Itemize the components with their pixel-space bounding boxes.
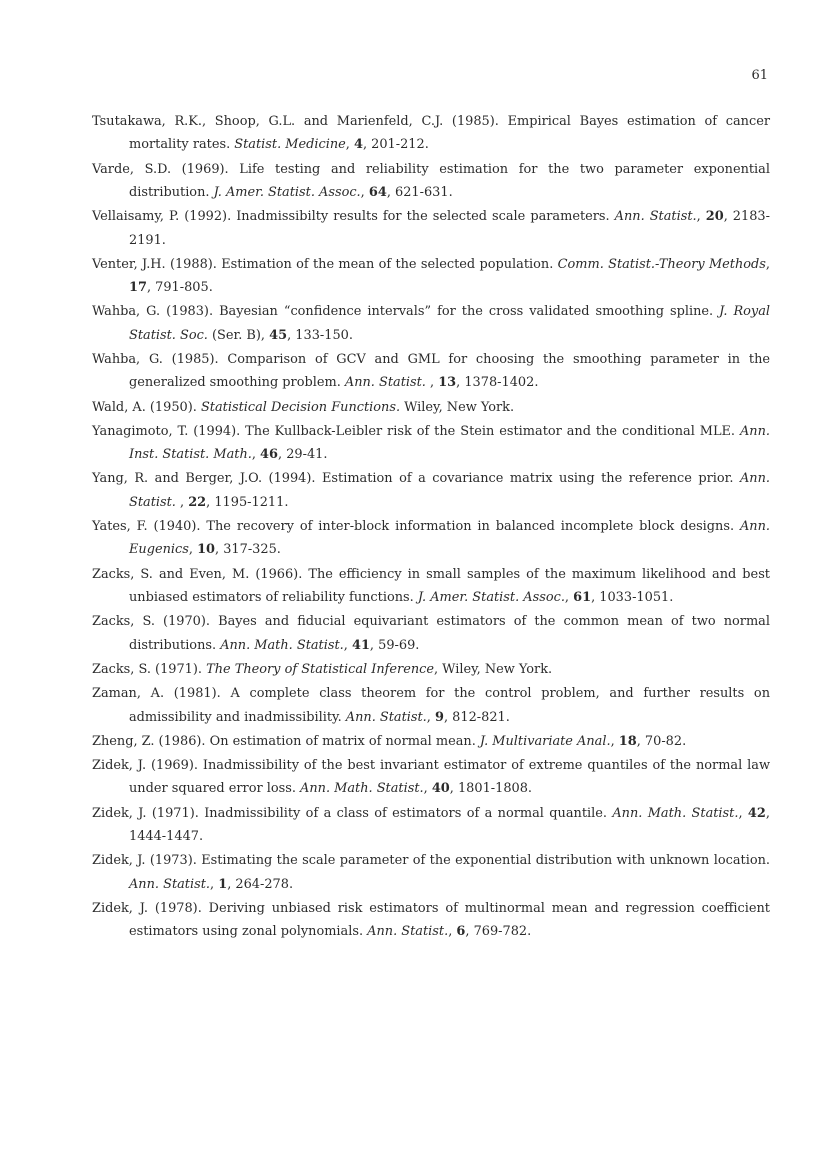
volume-number: 40: [431, 781, 450, 797]
reference-entry: [92, 563, 770, 610]
volume-number: 13: [438, 375, 457, 391]
reference-list: [92, 110, 770, 944]
reference-text: ,: [448, 924, 457, 940]
publisher: , Wiley, New York.: [433, 661, 553, 677]
reference-text: ,: [360, 185, 369, 201]
volume-number: 18: [618, 733, 637, 749]
page-range: , 317-325.: [215, 542, 281, 558]
journal-title: Ann. Statist.: [345, 709, 427, 725]
journal-title: Ann. Statist.: [344, 375, 426, 391]
publisher: Wiley, New York.: [400, 399, 515, 415]
reference-text: ,: [426, 709, 435, 725]
page-range: , 2183-2191.: [129, 209, 770, 248]
page-range: , 1195-1211.: [206, 494, 289, 510]
reference-entry: [92, 754, 770, 801]
reference-entry: [92, 205, 770, 252]
journal-title: J. Amer. Statist. Assoc.: [213, 185, 361, 201]
journal-title: Statist. Medicine: [234, 137, 346, 153]
reference-entry: [92, 802, 770, 849]
reference-text: ,: [425, 375, 439, 391]
page-range: , 812-821.: [443, 709, 510, 725]
reference-entry: [92, 849, 770, 896]
journal-title: Ann. Math. Statist.: [220, 637, 344, 653]
page-number: 61: [751, 68, 768, 83]
reference-text: Zidek, J. (1969). Inadmissibility of the best invariant estimator of extreme quantiles of the normal law under squared error loss.: [92, 757, 770, 797]
page-range: , 1033-1051.: [591, 590, 674, 606]
volume-number: 6: [456, 924, 466, 940]
reference-text: Zidek, J. (1973). Estimating the scale parameter of the exponential distribution with unknown location.: [92, 853, 770, 869]
volume-number: 64: [368, 185, 387, 201]
reference-text: ,: [423, 781, 432, 797]
journal-title: Comm. Statist.-Theory Methods: [557, 256, 766, 272]
journal-title: J. Royal Statist. Soc.: [129, 304, 770, 343]
page-range: , 791-805.: [146, 280, 213, 296]
reference-entry: [92, 396, 770, 419]
reference-text: Zacks, S. (1970). Bayes and fiducial equivariant estimators of the common mean of two normal distributions.: [92, 614, 770, 653]
volume-number: 41: [351, 637, 370, 653]
page-range: , 133-150.: [287, 327, 353, 343]
reference-text: Zaman, A. (1981). A complete class theorem for the control problem, and further results on admissibility and inadmissibility.: [92, 686, 770, 725]
reference-text: Zidek, J. (1978). Deriving unbiased risk estimators of multinormal mean and regression coefficient estimators using zonal polynomials.: [92, 900, 770, 940]
reference-text: ,: [251, 447, 261, 463]
volume-number: 17: [129, 280, 147, 296]
reference-text: Vellaisamy, P. (1992). Inadmissibilty results for the selected scale parameters.: [92, 209, 615, 225]
reference-text: Varde, S.D. (1969). Life testing and reliability estimation for the two parameter exponential distribution.: [92, 161, 770, 201]
reference-text: Yates, F. (1940). The recovery of inter-block information in balanced incomplete block designs.: [92, 519, 740, 535]
reference-entry: [92, 730, 770, 753]
reference-text: Zacks, S. (1971).: [92, 661, 207, 677]
reference-entry: [92, 158, 770, 205]
reference-text: Venter, J.H. (1988). Estimation of the mean of the selected population.: [92, 256, 558, 272]
volume-number: 1: [218, 876, 228, 892]
journal-title: Ann. Math. Statist.: [612, 805, 739, 821]
page-range: , 1444-1447.: [129, 805, 770, 844]
book-title: Statistical Decision Functions.: [200, 399, 401, 415]
reference-text: ,: [738, 805, 748, 821]
book-title: The Theory of Statistical Inference: [206, 661, 434, 677]
reference-entry: [92, 658, 770, 681]
reference-entry: [92, 610, 770, 657]
journal-title: J. Amer. Statist. Assoc.: [417, 590, 565, 606]
journal-title: Ann. Statist.: [129, 876, 211, 892]
volume-number: 4: [353, 137, 363, 153]
page-range: , 1378-1402.: [456, 375, 539, 391]
volume-number: 46: [260, 447, 278, 463]
journal-title: Ann. Math. Statist.: [300, 781, 424, 797]
reference-text: Zidek, J. (1971). Inadmissibility of a class of estimators of a normal quantile.: [92, 805, 613, 821]
reference-text: Wahba, G. (1983). Bayesian “confidence intervals” for the cross validated smoothing spline.: [92, 304, 720, 320]
reference-entry: [92, 897, 770, 944]
page-range: , 70-82.: [636, 733, 687, 749]
reference-text: Tsutakawa, R.K., Shoop, G.L. and Marienfeld, C.J. (1985). Empirical Bayes estimation of cancer mortality rates.: [92, 114, 770, 153]
journal-title: J. Multivariate Anal.: [479, 733, 611, 749]
reference-text: Wahba, G. (1985). Comparison of GCV and GML for choosing the smoothing parameter in the generalized smoothing problem.: [92, 352, 770, 391]
reference-text: Yanagimoto, T. (1994). The Kullback-Leibler risk of the Stein estimator and the conditional MLE.: [92, 423, 740, 439]
reference-entry: [92, 348, 770, 395]
page-range: , 264-278.: [227, 876, 294, 892]
journal-title: Ann. Statist.: [129, 471, 770, 510]
reference-text: ,: [610, 733, 619, 749]
reference-entry: [92, 420, 770, 467]
journal-title: Ann. Inst. Statist. Math.: [129, 423, 770, 463]
reference-text: ,: [343, 637, 352, 653]
page-range: , 201-212.: [362, 137, 429, 153]
journal-title: Ann. Eugenics: [129, 519, 770, 558]
volume-number: 10: [197, 542, 216, 558]
volume-number: 9: [435, 709, 444, 725]
journal-title: Ann. Statist.: [614, 209, 697, 225]
journal-title: Ann. Statist.: [367, 924, 449, 940]
reference-entry: [92, 253, 770, 300]
reference-text: ,: [696, 209, 706, 225]
page-range: , 621-631.: [386, 185, 453, 201]
reference-text: ,: [175, 494, 189, 510]
page-range: , 769-782.: [465, 924, 532, 940]
reference-entry: [92, 300, 770, 347]
reference-entry: [92, 682, 770, 729]
reference-entry: [92, 515, 770, 562]
reference-entry: [92, 110, 770, 157]
page-range: , 1801-1808.: [449, 781, 533, 797]
reference-text: ,: [345, 137, 354, 153]
volume-number: 61: [573, 590, 592, 606]
reference-text: ,: [564, 590, 574, 606]
reference-text: ,: [188, 542, 198, 558]
reference-text: Zheng, Z. (1986). On estimation of matrix of normal mean.: [92, 733, 480, 749]
volume-number: 42: [747, 805, 766, 821]
reference-entry: [92, 467, 770, 514]
volume-number: 22: [188, 494, 207, 510]
volume-number: 45: [269, 327, 288, 343]
reference-text: Yang, R. and Berger, J.O. (1994). Estimation of a covariance matrix using the reference prior.: [92, 471, 740, 487]
reference-text: Wald, A. (1950).: [92, 399, 201, 415]
page-range: , 59-69.: [369, 637, 420, 653]
reference-text: Zacks, S. and Even, M. (1966). The efficiency in small samples of the maximum likelihood and best unbiased estimators of reliability functions.: [92, 566, 770, 606]
page-range: , 29-41.: [278, 447, 328, 463]
volume-number: 20: [705, 209, 724, 225]
reference-text: ,: [765, 256, 771, 272]
reference-text: ,: [210, 876, 219, 892]
reference-text: (Ser. B),: [207, 327, 270, 343]
